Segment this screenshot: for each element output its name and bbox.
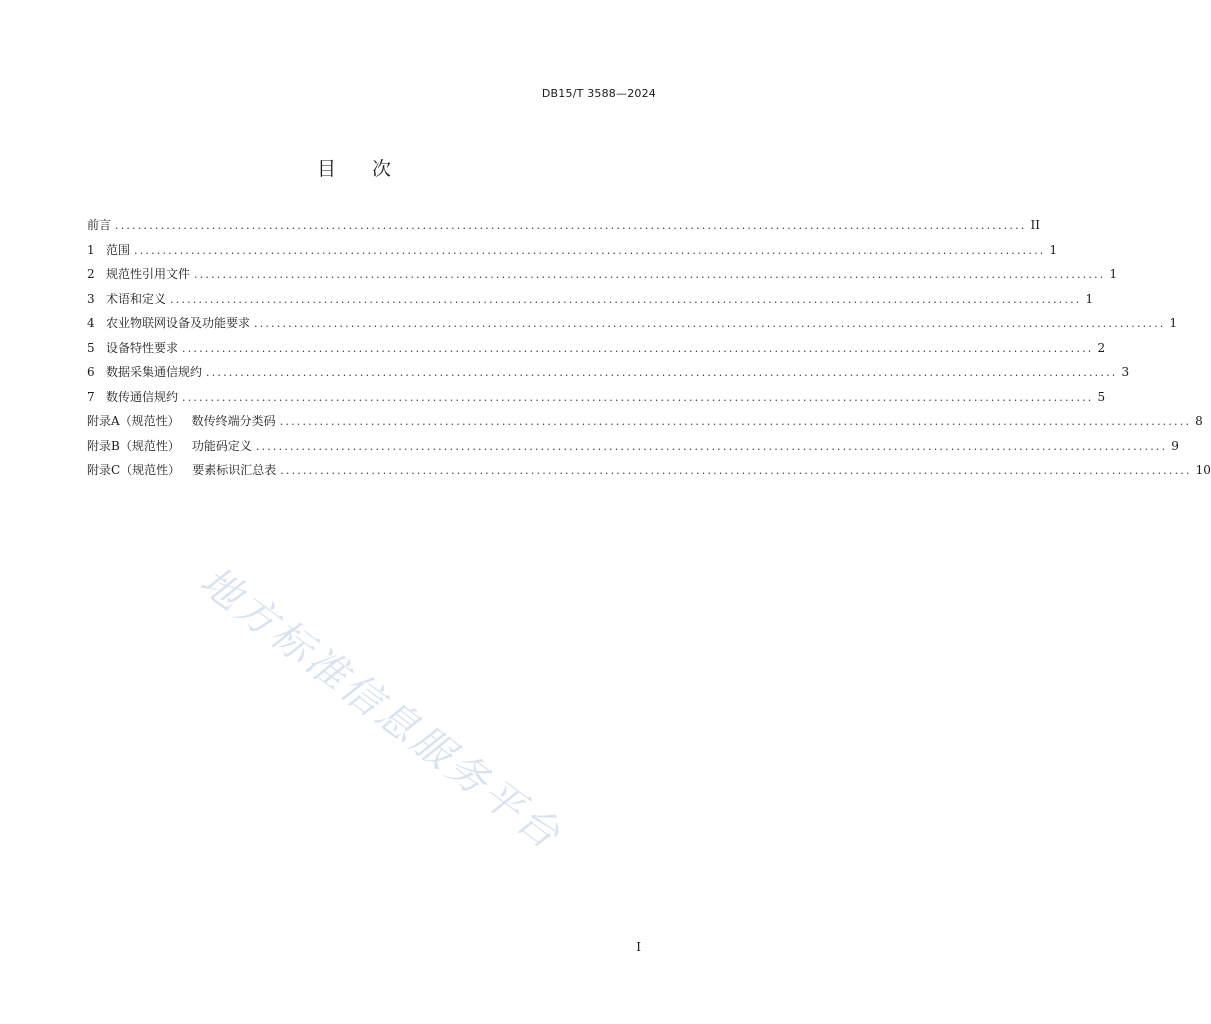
page-number: I [636,940,641,954]
toc-dot-leader: ................................................................................................................................................................ [115,219,1027,232]
toc-entry-number: 7 [87,389,95,404]
toc-entry-label: 功能码定义 [191,438,252,453]
watermark: 地方标准信息服务平台 [191,558,571,860]
toc-entry-page: 1 [1049,242,1058,257]
toc-entry-label: 范围 [106,242,131,257]
toc-entry-label: 数传通信规约 [106,389,179,404]
toc-entry-number: 5 [87,340,95,355]
toc-entry-normative-references[interactable] [87,265,1118,290]
toc-entry-page: 2 [1097,340,1106,355]
toc-entry-number: 6 [87,365,95,379]
toc-entry-label: 前言 [87,218,112,232]
toc-dot-leader: ................................................................................................................................................................ [254,317,1166,330]
standard-code: DB15/T 3588—2024 [541,87,656,100]
table-of-contents [87,216,1211,486]
toc-entry-data-acquisition-protocol[interactable] [87,363,1130,388]
toc-entry-number: 4 [87,316,95,330]
toc-entry-iot-devices[interactable] [87,314,1178,339]
toc-entry-label: 设备特性要求 [106,340,179,355]
toc-entry-page: 8 [1195,414,1203,428]
toc-entry-label: 数据采集通信规约 [106,365,203,379]
toc-dot-leader: ................................................................................................................................................................ [255,439,1168,453]
toc-entry-number: 2 [87,267,95,281]
toc-entry-page: 1 [1169,316,1178,330]
toc-appendix-prefix: 附录A（规范性） [87,414,180,428]
toc-dot-leader: ................................................................................................................................................................ [182,390,1094,404]
toc-entry-label: 规范性引用文件 [106,267,191,281]
toc-dot-leader: ................................................................................................................................................................ [206,366,1118,379]
toc-appendix-prefix: 附录B（规范性） [87,438,180,453]
toc-entry-terms-definitions[interactable] [87,290,1094,315]
toc-entry-page: 1 [1085,291,1094,306]
toc-entry-appendix-b[interactable] [87,437,1179,462]
toc-entry-label: 农业物联网设备及功能要求 [106,316,251,330]
toc-entry-appendix-c[interactable] [87,461,1211,486]
toc-entry-data-transmission-protocol[interactable] [87,388,1106,413]
toc-entry-appendix-a[interactable] [87,412,1203,437]
toc-entry-label: 要素标识汇总表 [192,463,277,477]
toc-entry-page: II [1030,218,1040,232]
toc-dot-leader: ................................................................................................................................................................ [280,464,1192,477]
toc-title: 目次 [316,158,427,180]
toc-entry-page: 9 [1171,438,1179,453]
toc-entry-label: 数传终端分类码 [191,414,276,428]
toc-dot-leader: ................................................................................................................................................................ [134,243,1046,257]
toc-entry-foreword[interactable] [87,216,1040,241]
toc-entry-page: 5 [1097,389,1106,404]
toc-entry-page: 10 [1195,463,1211,477]
toc-dot-leader: ................................................................................................................................................................ [182,341,1094,355]
toc-dot-leader: ................................................................................................................................................................ [194,268,1106,281]
toc-entry-device-characteristics[interactable] [87,339,1106,364]
toc-entry-page: 3 [1121,365,1130,379]
toc-appendix-prefix: 附录C（规范性） [87,463,181,477]
toc-entry-scope[interactable] [87,241,1058,266]
toc-entry-number: 3 [87,291,95,306]
toc-entry-number: 1 [87,242,95,257]
toc-entry-label: 术语和定义 [106,291,167,306]
toc-dot-leader: ................................................................................................................................................................ [279,415,1192,428]
toc-entry-page: 1 [1109,267,1118,281]
toc-dot-leader: ................................................................................................................................................................ [170,292,1082,306]
